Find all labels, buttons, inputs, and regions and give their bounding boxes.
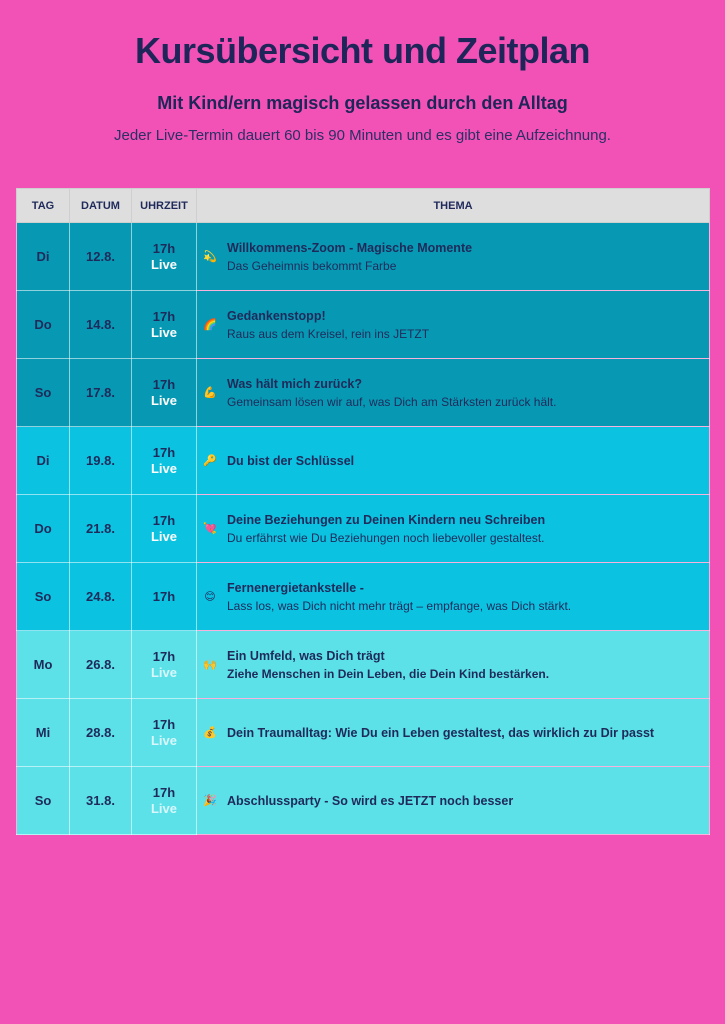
cell-time [132, 291, 197, 359]
session-description: Das Geheimnis bekommt Farbe [227, 258, 397, 273]
cell-topic [197, 767, 710, 835]
live-label: Live [150, 392, 177, 408]
cell-time [132, 427, 197, 495]
session-title: Dein Traumalltag: Wie Du ein Leben gestaltest, das wirklich zu Dir passt [227, 725, 655, 740]
cell-day: Di [17, 223, 70, 291]
key-icon: 🔑 [203, 453, 217, 467]
session-description: Gemeinsam lösen wir auf, was Dich am Stärksten zurück hält. [227, 394, 557, 409]
cell-day: Mi [17, 699, 70, 767]
cell-topic [197, 427, 710, 495]
cell-date: 28.8. [70, 699, 132, 767]
session-title: Deine Beziehungen zu Deinen Kindern neu Schreiben [227, 512, 546, 527]
page-title: Kursübersicht und Zeitplan [134, 30, 591, 71]
table-row [17, 427, 710, 495]
table-row [17, 359, 710, 427]
table-row [17, 563, 710, 631]
live-label: Live [150, 324, 177, 340]
session-title: Gedankenstopp! [227, 308, 326, 323]
time-value: 17h [152, 240, 176, 256]
shooting-star-icon: 💫 [203, 249, 217, 263]
cell-time [132, 767, 197, 835]
smiling-face-icon: 😊 [204, 589, 216, 603]
table-row [17, 699, 710, 767]
time-value: 17h [152, 588, 176, 604]
session-description: Du erfährst wie Du Beziehungen noch liebevoller gestaltest. [227, 530, 545, 545]
cell-date: 26.8. [70, 631, 132, 699]
session-title: Du bist der Schlüssel [227, 453, 355, 468]
time-value: 17h [152, 648, 176, 664]
table-row [17, 631, 710, 699]
flexed-biceps-icon: 💪 [203, 385, 217, 399]
cell-day: So [17, 767, 70, 835]
table-row [17, 223, 710, 291]
live-label: Live [150, 460, 177, 476]
cell-time [132, 223, 197, 291]
session-description: Ziehe Menschen in Dein Leben, die Dein Kind bestärken. [227, 666, 550, 681]
table-row [17, 291, 710, 359]
rainbow-icon: 🌈 [203, 317, 217, 331]
cell-date: 12.8. [70, 223, 132, 291]
cell-date: 21.8. [70, 495, 132, 563]
heart-arrow-icon: 💘 [203, 521, 217, 535]
cell-topic [197, 291, 710, 359]
raising-hands-icon: 🙌 [203, 657, 217, 671]
cell-topic [197, 223, 710, 291]
page-subtitle: Mit Kind/ern magisch gelassen durch den Alltag [157, 93, 568, 113]
cell-date: 17.8. [70, 359, 132, 427]
cell-time [132, 359, 197, 427]
session-title: Fernenergietankstelle - [227, 580, 364, 595]
cell-time [132, 495, 197, 563]
cell-day: So [17, 563, 70, 631]
live-label: Live [150, 664, 177, 680]
cell-date: 14.8. [70, 291, 132, 359]
table-row [17, 495, 710, 563]
live-label: Live [150, 800, 177, 816]
cell-date: 31.8. [70, 767, 132, 835]
cell-topic [197, 563, 710, 631]
duration-note: Jeder Live-Termin dauert 60 bis 90 Minuten und es gibt eine Aufzeichnung. [114, 127, 611, 144]
session-title: Abschlussparty - So wird es JETZT noch besser [227, 793, 514, 808]
cell-day: Di [17, 427, 70, 495]
cell-time [132, 563, 197, 631]
party-popper-icon: 🎉 [203, 793, 217, 807]
session-title: Ein Umfeld, was Dich trägt [227, 648, 385, 663]
cell-date: 19.8. [70, 427, 132, 495]
cell-topic [197, 699, 710, 767]
table-header-row [17, 189, 710, 223]
cell-day: Do [17, 495, 70, 563]
cell-topic [197, 359, 710, 427]
cell-time [132, 631, 197, 699]
session-description: Raus aus dem Kreisel, rein ins JETZT [227, 326, 430, 341]
cell-topic [197, 495, 710, 563]
time-value: 17h [152, 784, 176, 800]
cell-date: 24.8. [70, 563, 132, 631]
time-value: 17h [152, 376, 176, 392]
time-value: 17h [152, 716, 176, 732]
money-bag-icon: 💰 [203, 725, 217, 739]
time-value: 17h [152, 444, 176, 460]
header-date: DATUM [70, 189, 132, 223]
header-topic: THEMA [197, 189, 710, 223]
header-time: UHRZEIT [132, 189, 197, 223]
schedule-table [16, 188, 710, 835]
session-title: Was hält mich zurück? [227, 376, 362, 391]
header-day: TAG [17, 189, 70, 223]
session-title: Willkommens-Zoom - Magische Momente [227, 240, 473, 255]
cell-topic [197, 631, 710, 699]
live-label: Live [150, 732, 177, 748]
cell-day: Mo [17, 631, 70, 699]
cell-day: Do [17, 291, 70, 359]
time-value: 17h [152, 308, 176, 324]
cell-day: So [17, 359, 70, 427]
schedule-body [17, 223, 710, 835]
time-value: 17h [152, 512, 176, 528]
session-description: Lass los, was Dich nicht mehr trägt – empfange, was Dich stärkt. [227, 598, 572, 613]
table-row [17, 767, 710, 835]
live-label: Live [150, 528, 177, 544]
cell-time [132, 699, 197, 767]
live-label: Live [150, 256, 177, 272]
